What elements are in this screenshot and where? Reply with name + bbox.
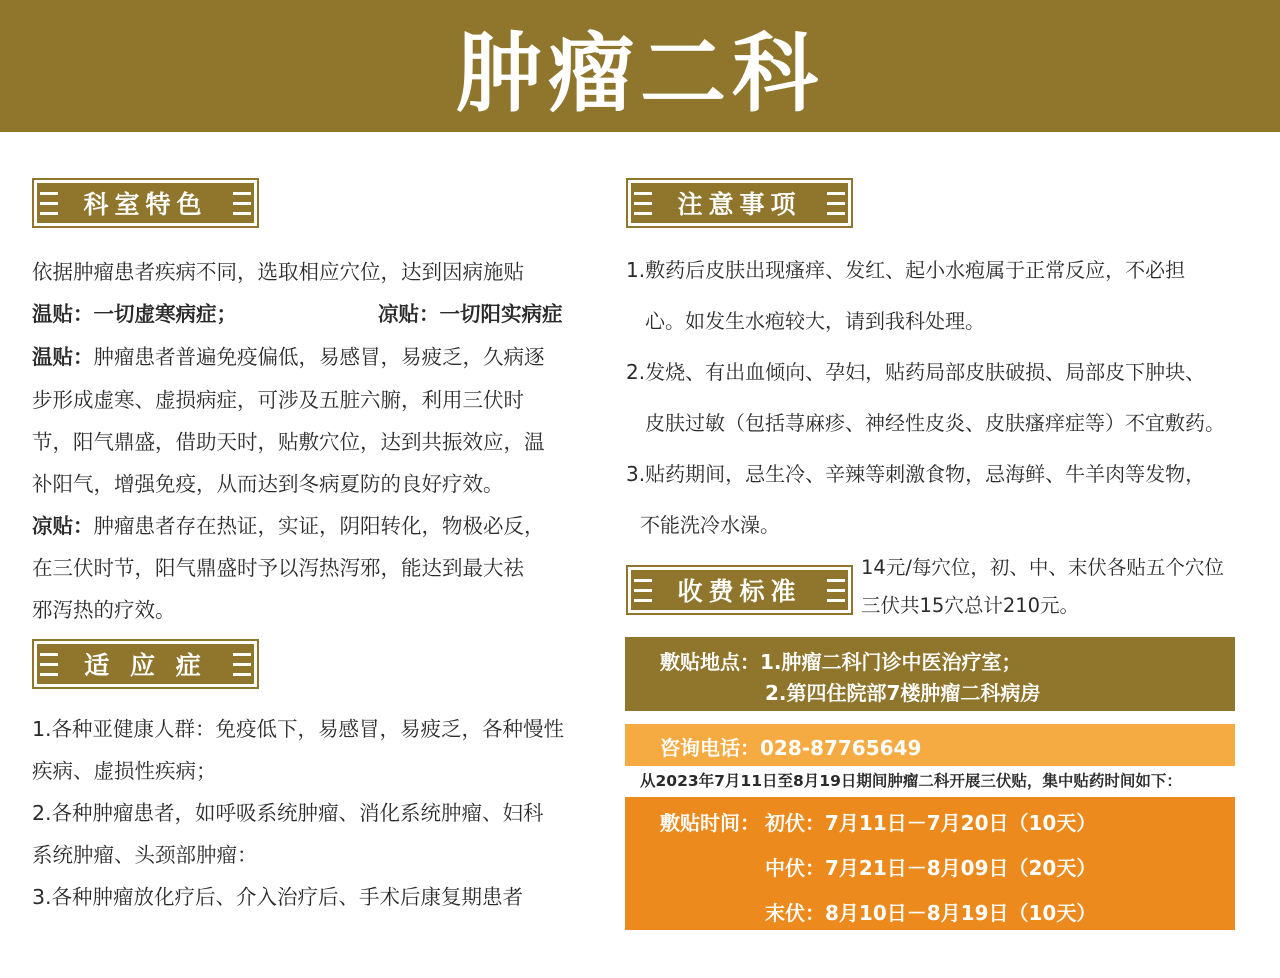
- features-badge: [32, 178, 259, 228]
- warm-line-3: 节，阳气鼎盛，借助天时，贴敷穴位，达到共振效应，温: [32, 430, 545, 454]
- cool-line-3: 邪泻热的疗效。: [32, 598, 176, 622]
- note-line-2: 心。如发生水疱较大，请到我科处理。: [645, 309, 985, 333]
- warm-line-1: 温贴：肿瘤患者普遍免疫偏低，易感冒，易疲乏，久病逐: [32, 345, 545, 369]
- ornament-right-icon: [827, 575, 845, 605]
- note-line-5: 3.贴药期间，忌生冷、辛辣等刺激食物，忌海鲜、牛羊肉等发物，: [626, 462, 1206, 486]
- features-intro: 依据肿瘤患者疾病不同，选取相应穴位，达到因病施贴: [32, 260, 524, 284]
- cool-short: 凉贴：一切阳实病症: [378, 302, 563, 326]
- warm-line-4: 补阳气，增强免疫，从而达到冬病夏防的良好疗效。: [32, 472, 504, 496]
- indications-title: 适 应 症: [84, 651, 207, 680]
- fees-line-1: 14元/每穴位，初、中、末伏各贴五个穴位: [861, 556, 1224, 579]
- cool-line-1: 凉贴：肿瘤患者存在热证，实证，阴阳转化，物极必反，: [32, 514, 545, 538]
- warm-short: 温贴：一切虚寒病症；: [32, 302, 237, 326]
- ornament-left-icon: [634, 575, 652, 605]
- ornament-left-icon: [40, 188, 58, 218]
- note-line-3: 2.发烧、有出血倾向、孕妇，贴药局部皮肤破损、局部皮下肿块、: [626, 360, 1206, 384]
- indication-line-1: 1.各种亚健康人群：免疫低下，易感冒，易疲乏，各种慢性: [32, 717, 565, 741]
- cool-label: 凉贴：: [32, 514, 94, 538]
- ornament-left-icon: [40, 649, 58, 679]
- schedule-item-2: 中伏：7月21日－8月09日（20天）: [765, 856, 1097, 880]
- contact-phone: 咨询电话：028-87765649: [660, 736, 922, 760]
- ornament-right-icon: [233, 649, 251, 679]
- ornament-right-icon: [827, 188, 845, 218]
- ornament-left-icon: [634, 188, 652, 218]
- note-line-1: 1.敷药后皮肤出现瘙痒、发红、起小水疱属于正常反应，不必担: [626, 258, 1186, 282]
- schedule-item-1: 初伏：7月11日－7月20日（10天）: [765, 811, 1097, 835]
- notes-badge: [626, 178, 853, 228]
- indications-badge: [32, 639, 259, 689]
- indication-line-2: 疾病、虚损性疾病；: [32, 759, 217, 783]
- indication-line-4: 系统肿瘤、头颈部肿瘤：: [32, 843, 258, 867]
- fees-badge: [626, 565, 853, 615]
- note-line-6: 不能洗冷水澡。: [640, 513, 780, 537]
- page-title: 肿瘤二科: [456, 24, 824, 124]
- fees-line-2: 三伏共15穴总计210元。: [861, 594, 1080, 617]
- schedule-box: [625, 797, 1235, 930]
- ornament-right-icon: [233, 188, 251, 218]
- contact-box: [625, 724, 1235, 766]
- header-banner: [0, 0, 1280, 132]
- schedule-label: 敷贴时间：: [660, 811, 760, 835]
- note-line-4: 皮肤过敏（包括荨麻疹、神经性皮炎、皮肤瘙痒症等）不宜敷药。: [645, 411, 1225, 435]
- schedule-notice: 从2023年7月11日至8月19日期间肿瘤二科开展三伏贴，集中贴药时间如下：: [640, 772, 1182, 790]
- warm-label: 温贴：: [32, 345, 94, 369]
- location-line-2: 2.第四住院部7楼肿瘤二科病房: [765, 681, 1041, 705]
- cool-line-2: 在三伏时节，阳气鼎盛时予以泻热泻邪，能达到最大祛: [32, 556, 524, 580]
- fees-title: 收费标准: [677, 577, 802, 606]
- warm-line-2: 步形成虚寒、虚损病症，可涉及五脏六腑，利用三伏时: [32, 388, 524, 412]
- indication-line-3: 2.各种肿瘤患者，如呼吸系统肿瘤、消化系统肿瘤、妇科: [32, 801, 544, 825]
- schedule-item-3: 末伏：8月10日－8月19日（10天）: [765, 901, 1097, 925]
- location-box: [625, 637, 1235, 711]
- indication-line-5: 3.各种肿瘤放化疗后、介入治疗后、手术后康复期患者: [32, 885, 524, 909]
- notes-title: 注意事项: [677, 190, 802, 219]
- location-line-1: 敷贴地点：1.肿瘤二科门诊中医治疗室；: [660, 650, 1022, 674]
- features-title: 科室特色: [83, 190, 208, 219]
